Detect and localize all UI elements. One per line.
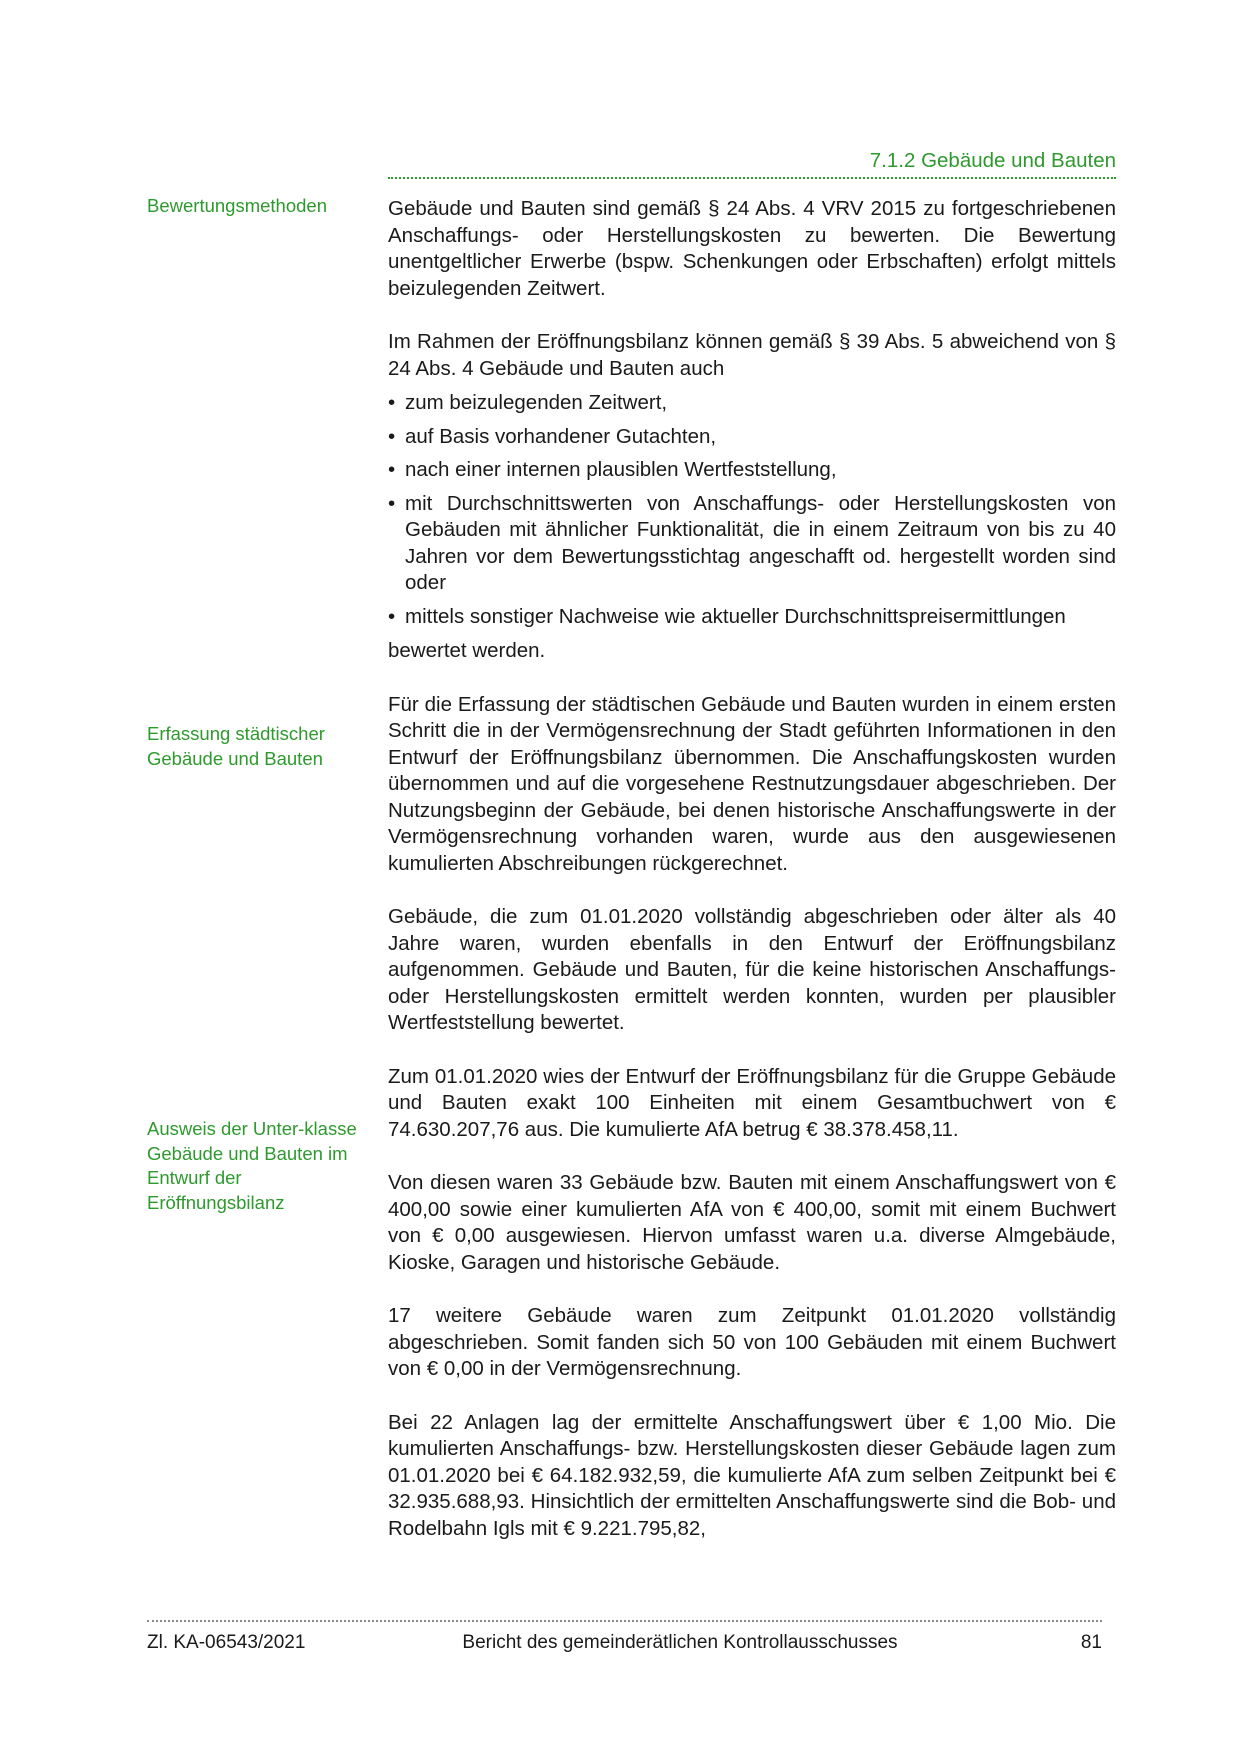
footer-reference: Zl. KA-06543/2021 [147, 1632, 306, 1653]
paragraph: Für die Erfassung der städtischen Gebäude und Bauten wurden in einem ersten Schritt die in der Vermögensrechnung der Stadt geführten Informationen in den Entwurf der Eröffnungsbilanz übernommen. Die Anschaffungskosten wurden übernommen und auf die vorgesehene Restnutzungsdauer abgeschrieben. Der Nutzungsbeginn der Gebäude, bei denen historische Anschaffungswerte in der Vermögensrechnung vorhanden waren, wurde aus den ausgewiesenen kumulierten Abschreibungen rückgerechnet. [388, 692, 1116, 875]
paragraph: 17 weitere Gebäude waren zum Zeitpunkt 01.01.2020 vollständig abgeschrieben. Somit fanden sich 50 von 100 Gebäuden mit einem Buchwert von € 0,00 in der Vermögensrechnung. [388, 1304, 1116, 1380]
section-title: 7.1.2 Gebäude und Bauten [388, 148, 1116, 179]
list-item: • mittels sonstiger Nachweise wie aktueller Durchschnittspreisermittlungen [388, 604, 1066, 628]
paragraph: Im Rahmen der Eröffnungsbilanz können gemäß § 39 Abs. 5 abweichend von § 24 Abs. 4 Gebäude und Bauten auch [388, 330, 1116, 380]
main-text [388, 196, 1116, 1569]
paragraph: Zum 01.01.2020 wies der Entwurf der Eröffnungsbilanz für die Gruppe Gebäude und Bauten exakt 100 Einheiten mit einem Gesamtbuchwert von € 74.630.207,76 aus. Die kumulierte AfA betrug € 38.378.458,11. [388, 1064, 1116, 1141]
bullet-list [388, 390, 1116, 630]
list-item: • nach einer internen plausiblen Wertfeststellung, [388, 458, 837, 481]
paragraph: Von diesen waren 33 Gebäude bzw. Bauten mit einem Anschaffungswert von € 400,00 sowie einer kumulierten AfA von € 400,00, somit mit einem Buchwert von € 0,00 ausgewiesen. Hiervon umfasst waren u.a. diverse Almgebäude, Kioske, Garagen und historische Gebäude. [388, 1171, 1116, 1274]
paragraph: Gebäude und Bauten sind gemäß § 24 Abs. 4 VRV 2015 zu fortgeschriebenen Anschaffungs- oder Herstellungskosten zu bewerten. Die Bewertung unentgeltlicher Erwerbe (bspw. Schenkungen oder Erbschaften) erfolgt mittels beizulegenden Zeitwert. [388, 197, 1116, 300]
list-item: • mit Durchschnittswerten von Anschaffungs- oder Herstellungskosten von Gebäuden mit ähnlicher Funktionalität, die in einem Zeitraum von bis zu 40 Jahren vor dem Bewertungsstichtag angeschafft od. hergestellt worden sind oder [388, 491, 1116, 594]
paragraph: bewertet werden. [388, 639, 546, 662]
sidenote-ausweis: Ausweis der Unter-klasse Gebäude und Bauten im Entwurf der Eröffnungsbilanz [147, 1118, 357, 1213]
footer-report-title: Bericht des gemeinderätlichen Kontrollausschusses [462, 1632, 898, 1653]
sidenote-bewertungsmethoden: Bewertungsmethoden [147, 195, 327, 216]
footer-divider [147, 1620, 1102, 1622]
paragraph: Bei 22 Anlagen lag der ermittelte Anschaffungswert über € 1,00 Mio. Die kumulierten Anschaffungs- bzw. Herstellungskosten dieser Gebäude lagen zum 01.01.2020 bei € 64.182.932,59, die kumulierte AfA zum selben Zeitpunkt bei € 32.935.688,93. Hinsichtlich der ermittelten Anschaffungswerte sind die Bob- und Rodelbahn Igls mit € 9.221.795,82, [388, 1410, 1116, 1540]
list-item: • auf Basis vorhandener Gutachten, [388, 424, 717, 448]
list-item: • zum beizulegenden Zeitwert, [388, 391, 668, 414]
sidenote-erfassung: Erfassung städtischer Gebäude und Bauten [147, 723, 325, 769]
paragraph: Gebäude, die zum 01.01.2020 vollständig abgeschrieben oder älter als 40 Jahre waren, wurden ebenfalls in den Entwurf der Eröffnungsbilanz aufgenommen. Gebäude und Bauten, für die keine historischen Anschaffungs- oder Herstellungskosten ermittelt werden konnten, wurden per plausibler Wertfeststellung bewertet. [388, 905, 1116, 1034]
page-number: 81 [1080, 1632, 1102, 1653]
